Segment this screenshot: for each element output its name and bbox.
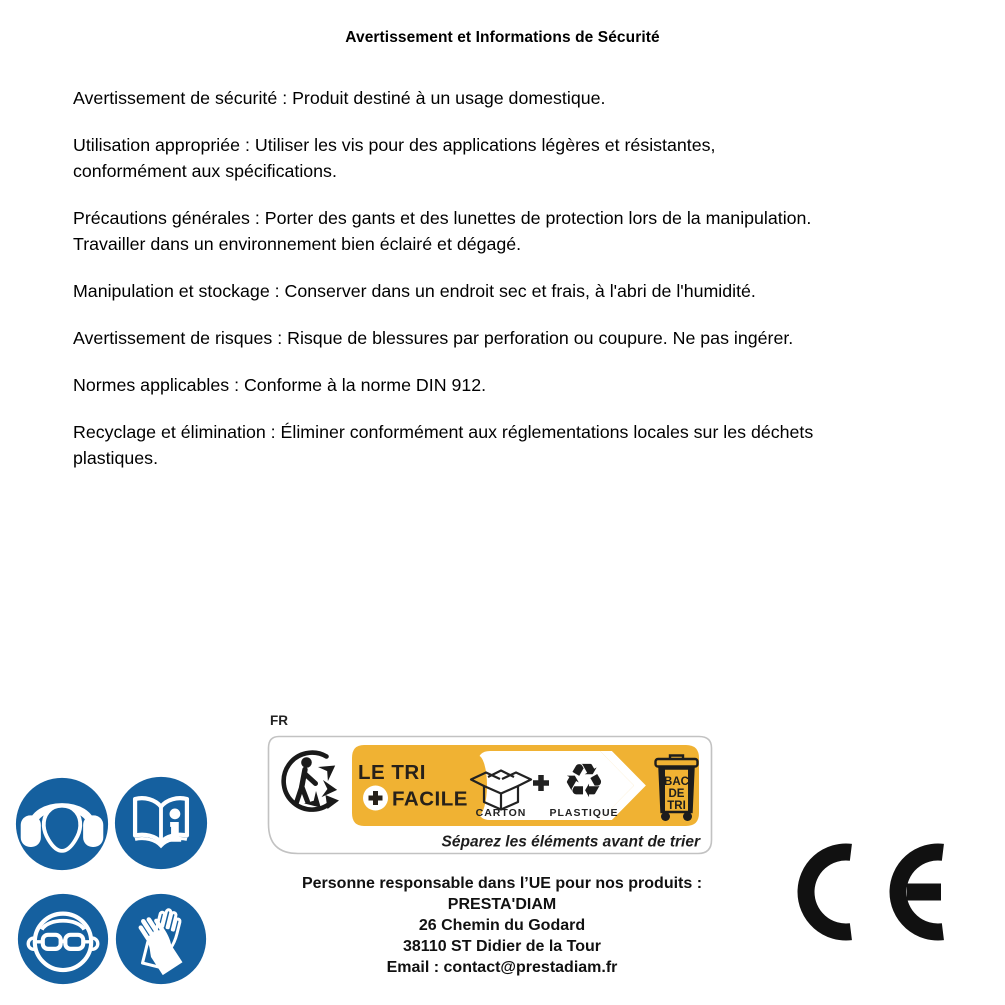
bin-text-bac: BAC	[664, 776, 689, 788]
body-line: Utilisation appropriée : Utiliser les vis pour des applications légères et résistantes,	[73, 135, 716, 155]
paragraph-safety-warning	[73, 85, 813, 111]
body-line: Travailler dans un environnement bien éclairé et dégagé.	[73, 234, 522, 254]
company-address-line: 38110 ST Didier de la Tour	[403, 938, 601, 955]
body-line: Précautions générales : Porter des gants et des lunettes de protection lors de la manipulation.	[73, 208, 812, 228]
company-line: Personne responsable dans l’UE pour nos produits :	[301, 875, 703, 892]
read-manual-icon	[113, 775, 209, 871]
paragraph-risk-warning	[73, 325, 813, 351]
material-carton-label: CARTON	[475, 807, 527, 819]
info-tri-recycling-label	[267, 735, 713, 855]
company-name: PRESTA'DIAM	[447, 896, 557, 913]
label-footer-text: Séparez les éléments avant de trier	[441, 833, 700, 851]
paragraph-standards	[73, 372, 813, 398]
body-line: Avertissement de risques : Risque de blessures par perforation ou coupure. Ne pas ingérer.	[73, 328, 794, 348]
headline-le-tri: LE TRI	[358, 761, 426, 784]
body-line: plastiques.	[73, 448, 159, 468]
body-line: Avertissement de sécurité : Produit destiné à un usage domestique.	[73, 88, 606, 108]
company-email: Email : contact@prestadiam.fr	[386, 959, 618, 976]
paragraph-recycling	[73, 419, 813, 471]
body-line: Recyclage et élimination : Éliminer conformément aux réglementations locales sur les déchets	[73, 422, 814, 442]
material-plastique-label: PLASTIQUE	[549, 807, 619, 819]
page-title: Avertissement et Informations de Sécurité	[345, 29, 660, 46]
body-line: conformément aux spécifications.	[73, 161, 337, 181]
paragraph-appropriate-use	[73, 132, 813, 184]
bin-text-de: DE	[668, 788, 685, 800]
body-line: Normes applicables : Conforme à la norme DIN 912.	[73, 375, 487, 395]
sorting-bin-icon	[656, 756, 698, 822]
ce-marking-logo	[795, 838, 960, 946]
company-address-line: 26 Chemin du Godard	[418, 917, 586, 934]
recycle-icon: ♻	[562, 754, 606, 807]
headline-facile: FACILE	[392, 787, 468, 811]
country-code-label: FR	[270, 713, 288, 728]
body-line: Manipulation et stockage : Conserver dans un endroit sec et frais, à l'abri de l'humidité.	[73, 281, 756, 301]
paragraph-handling-storage	[73, 278, 813, 304]
bin-text-tri: TRI	[667, 800, 686, 812]
ear-protection-icon	[14, 776, 110, 872]
plus-circle-icon	[363, 786, 388, 811]
safety-text-block	[73, 85, 813, 492]
paragraph-general-precautions	[73, 205, 813, 257]
